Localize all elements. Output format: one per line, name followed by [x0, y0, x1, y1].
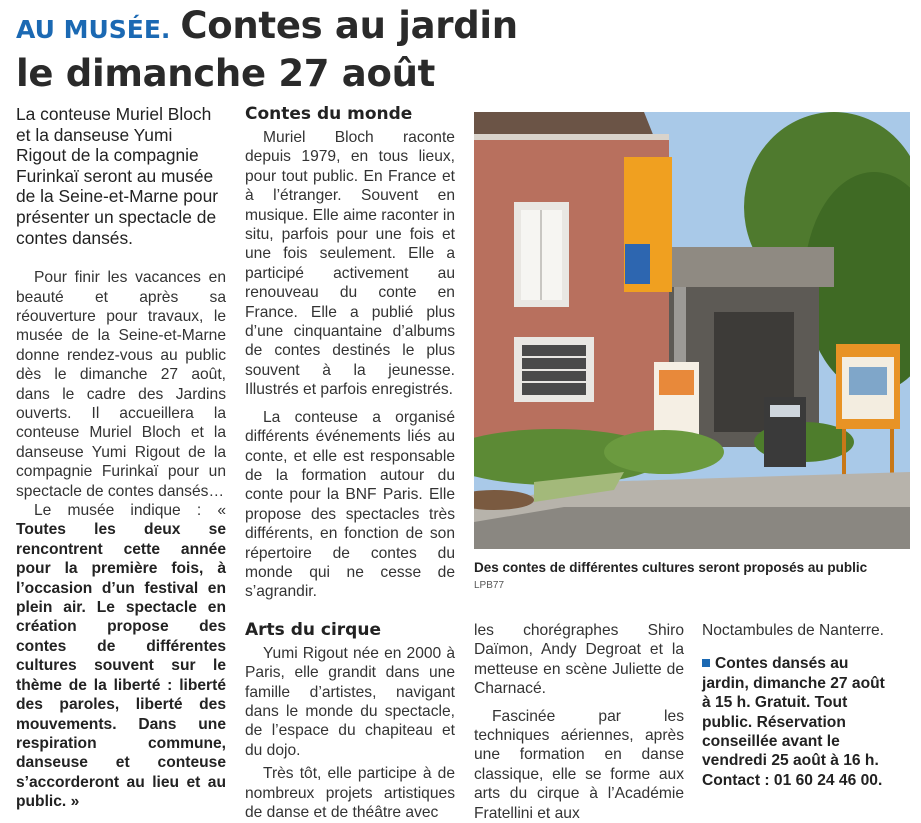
- headline-kicker: AU MUSÉE.: [16, 15, 171, 44]
- headline-line-1: [16, 4, 916, 52]
- event-info-text: Contes dansés au jardin, dimanche 27 août à 15 h. Gratuit. Tout public. Réservation conseillée avant le vendredi 25 août à 16 h. Contact : 01 60 24 46 00.: [702, 655, 885, 789]
- event-info-box: [702, 654, 892, 790]
- headline-title-part1: Contes au jardin: [180, 4, 518, 47]
- body-paragraph: Muriel Bloch raconte depuis 1979, en tous lieux, pour tout public. En France et à l’étranger. Souvent en musique. Elle aime raconter in situ, parfois pour une fois et une fois seulement. Elle a participé activement au renouveau du conte en France. Elle a publié plus d’une cinquantaine d’albums de contes destinés le plus souvent à la jeunesse. Illustrés et parfois enregistrés.: [245, 129, 455, 399]
- quote-paragraph: [16, 501, 226, 812]
- section-heading-contes-du-monde: Contes du monde: [245, 104, 413, 124]
- article-column-2: [245, 104, 455, 822]
- body-paragraph: Pour finir les vacances en beauté et après sa réouverture pour travaux, le musée de la Seine-et-Marne donne rendez-vous au public dès le dimanche 27 août, dans le cadre des Jardins ouverts. Il accueillera la conteuse Muriel Bloch et la danseuse Yumi Rigout de la compagnie Furinkaï pour un spectacle de contes dansés…: [16, 269, 226, 500]
- article-headline: [16, 4, 916, 96]
- museum-quote: Toutes les deux se rencontrent cette année pour la première fois, à l’occasion d’un festival en plein air. Le spectacle en création propose des contes de différentes cultures souvent sur le thème de la liberté : liberté des paroles, liberté des mouvements. Dans une respiration commune, danseuse et conteuse s’accorderont au lieu et au public. »: [16, 521, 226, 811]
- bullet-square-icon: [702, 659, 710, 667]
- body-paragraph: Noctambules de Nanterre.: [702, 622, 885, 639]
- body-paragraph: les chorégraphes Shiro Daïmon, Andy Degroat et la metteuse en scène Juliette de Charnacé.: [474, 622, 684, 698]
- quote-intro: Le musée indique : «: [34, 502, 226, 520]
- body-paragraph: Fascinée par les techniques aériennes, après une formation en danse classique, elle se forme aux arts du cirque à l’Académie Fratellini et aux: [474, 707, 684, 822]
- article-column-1: [16, 104, 226, 812]
- article-column-4: [702, 621, 892, 790]
- body-paragraph: Yumi Rigout née en 2000 à Paris, elle grandit dans une famille d’artistes, navigant dans le monde du spectacle, de l’espace du chapiteau et du dojo.: [245, 644, 455, 759]
- article-photo: [474, 112, 910, 549]
- museum-garden-photo: [474, 112, 910, 549]
- headline-line-2: le dimanche 27 août: [16, 52, 436, 95]
- body-paragraph: La conteuse a organisé différents événements liés au conte, et elle est responsable de la formation autour du conte pour la BNF Paris. Elle propose des spectacles très différents, en fonction de son répertoire de contes du monde qui ne cesse de s’agrandir.: [245, 408, 455, 601]
- photo-credit: LPB77: [474, 580, 505, 591]
- photo-caption: Des contes de différentes cultures seront proposés au public: [474, 560, 868, 575]
- article-column-3: [474, 621, 684, 823]
- section-heading-arts-du-cirque: Arts du cirque: [245, 619, 381, 640]
- lead-paragraph: La conteuse Muriel Bloch et la danseuse Yumi Rigout de la compagnie Furinkaï seront au musée de la Seine-et-Marne pour présenter un spectacle de contes dansés.: [16, 104, 219, 248]
- body-paragraph: Très tôt, elle participe à de nombreux projets artistiques de danse et de théâtre avec: [245, 765, 455, 821]
